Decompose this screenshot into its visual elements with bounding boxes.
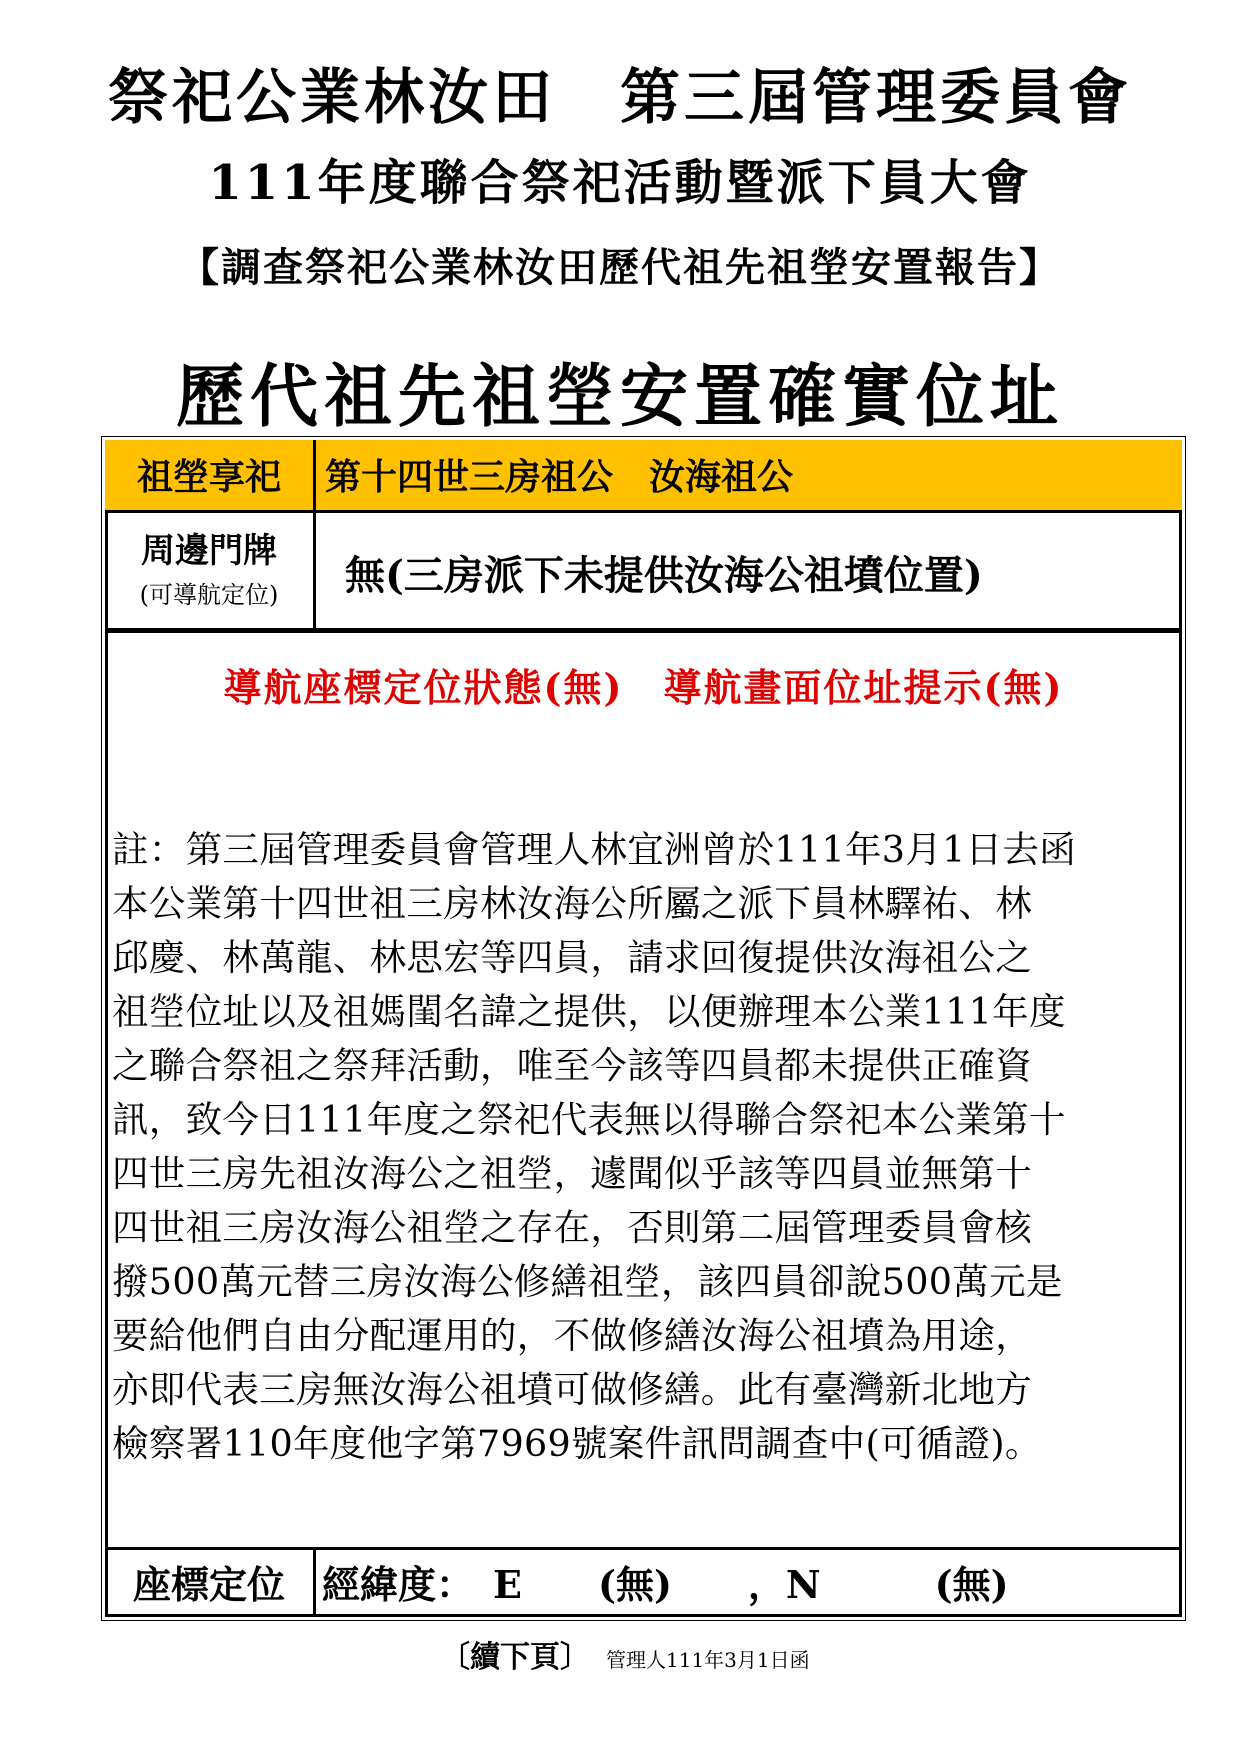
title-committee: 祭祀公業林汝田 第三屆管理委員會 [108, 63, 1132, 133]
address-sublabel: (可導航定位) [139, 581, 279, 609]
note-line: 訊，致今日111年度之祭祀代表無以得聯合祭祀本公業第十 [112, 1098, 1066, 1141]
coordinate-value: 經緯度： E (無) ，N (無) [322, 1562, 1009, 1607]
continue-next-page: 〔續下頁〕 [440, 1640, 590, 1675]
note-line: 之聯合祭祖之祭拜活動，唯至今該等四員都未提供正確資 [112, 1044, 1032, 1087]
title-report: 【調查祭祀公業林汝田歷代祖先祖塋安置報告】 [179, 244, 1061, 291]
address-value: 無(三房派下未提供汝海公祖墳位置) [345, 552, 983, 599]
note-line: 祖塋位址以及祖媽閨名諱之提供，以便辦理本公業111年度 [112, 990, 1066, 1033]
coord-column-divider [313, 1550, 316, 1617]
note-line: 註：第三屆管理委員會管理人林宜洲曾於111年3月1日去函 [112, 828, 1077, 871]
note-line: 邱慶、林萬龍、林思宏等四員，請求回復提供汝海祖公之 [112, 936, 1032, 979]
note-line: 亦即代表三房無汝海公祖墳可做修繕。此有臺灣新北地方 [112, 1368, 1032, 1411]
note-line: 檢察署110年度他字第7969號案件訊問調查中(可循證)。 [112, 1422, 1042, 1465]
navigation-status: 導航座標定位狀態(無) 導航畫面位址提示(無) [223, 665, 1064, 710]
coordinate-label: 座標定位 [132, 1562, 285, 1607]
ancestor-label: 祖塋享祀 [136, 456, 281, 498]
note-line: 要給他們自由分配運用的，不做修繕汝海公祖墳為用途， [112, 1314, 1032, 1357]
title-assembly: 111年度聯合祭祀活動暨派下員大會 [208, 155, 1032, 211]
ancestor-value: 第十四世三房祖公 汝海祖公 [325, 456, 794, 498]
footer [440, 1638, 810, 1680]
footer-signature: 管理人111年3月1日函 [606, 1648, 810, 1672]
note-paragraph [112, 823, 1176, 1471]
note-line: 本公業第十四世祖三房林汝海公所屬之派下員林驛祐、林 [112, 882, 1032, 925]
note-line: 四世三房先祖汝海公之祖塋，遽聞似乎該等四員並無第十 [112, 1152, 1032, 1195]
address-label: 周邊門牌 [141, 531, 277, 571]
column-divider [313, 440, 316, 633]
note-line: 四世祖三房汝海公祖塋之存在，否則第二屆管理委員會核 [112, 1206, 1032, 1249]
coordinate-separator [105, 1547, 1182, 1550]
note-line: 撥500萬元替三房汝海公修繕祖塋，該四員卻說500萬元是 [112, 1260, 1063, 1303]
main-title: 歷代祖先祖塋安置確實位址 [175, 357, 1064, 437]
